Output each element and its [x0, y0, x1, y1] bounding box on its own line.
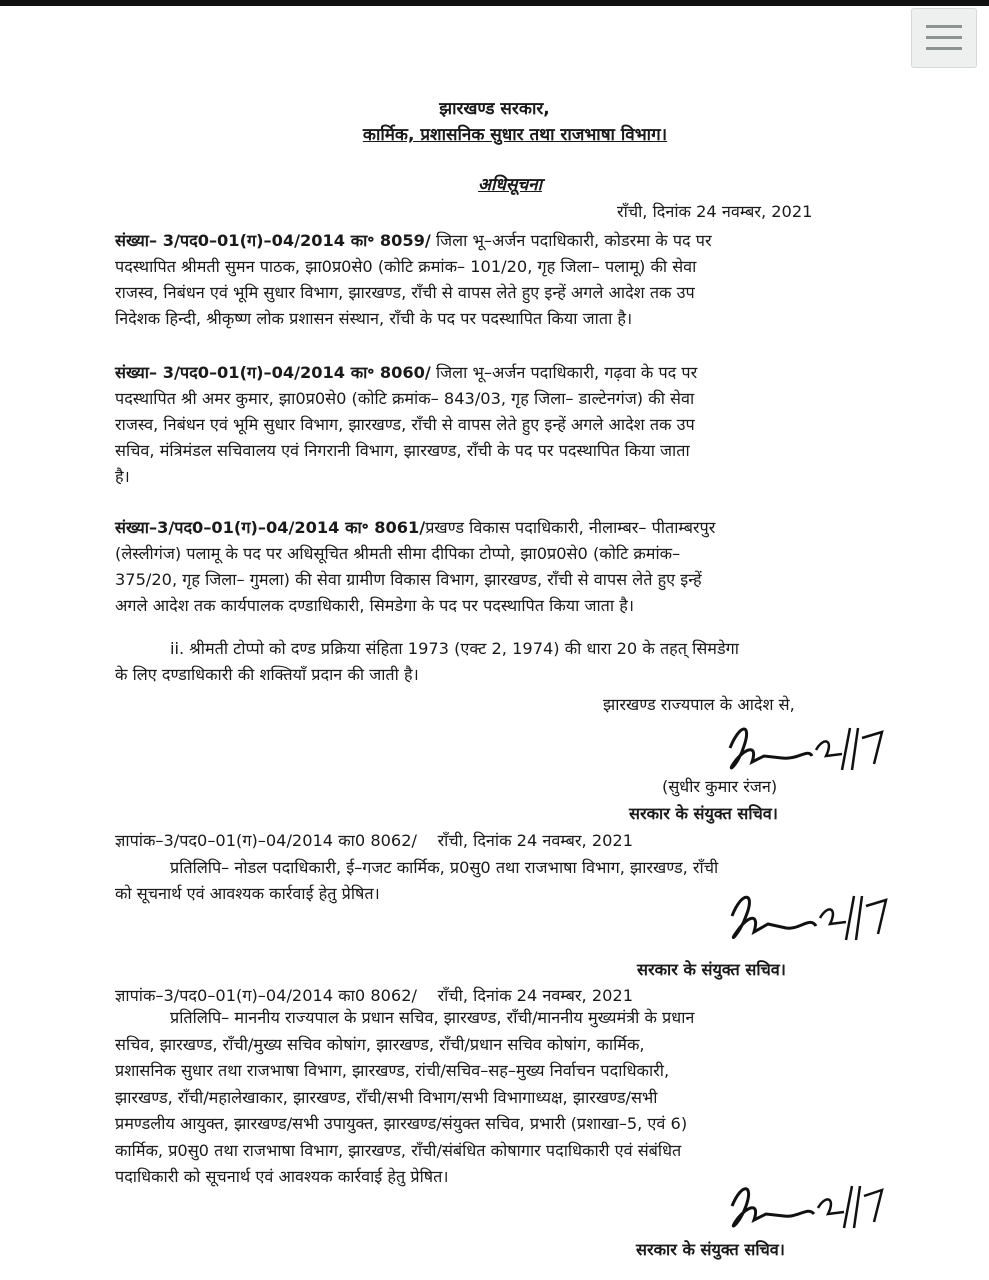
order-8061	[115, 515, 900, 619]
order-text: प्रखण्ड विकास पदाधिकारी, नीलाम्बर– पीताम्बरपुर (लेस्लीगंज) पलामू के पद पर अधिसूचित श्रीमती सीमा दीपिका टोप्पो, झा0प्र0से0 (कोटि क्रमांक– 375/20, गृह जिला– गुमला) की सेवा ग्रामीण विकास विभाग, झारखण्ड, राँची से वापस लेते हुए इन्हें अगले आदेश तक कार्यपालक दण्डाधिकारी, सिमडेगा के पद पर पदस्थापित किया जाता है।	[115, 518, 716, 615]
memo1-ref-line	[115, 829, 633, 851]
signer-name: (सुधीर कुमार रंजन)	[662, 777, 778, 796]
memo2-date: राँची, दिनांक 24 नवम्बर, 2021	[437, 986, 634, 1005]
governor-order-line: झारखण्ड राज्यपाल के आदेश से,	[603, 695, 795, 714]
memo1-ref: ज्ञापांक–3/पद0–01(ग)–04/2014 का0 8062/	[115, 831, 417, 850]
memo2-text: प्रतिलिपि– माननीय राज्यपाल के प्रधान सचिव, झारखण्ड, राँची/माननीय मुख्यमंत्री के प्रधान सचिव, झारखण्ड, राँची/मुख्य सचिव कोषांग, झारखण्ड, राँची/प्रधान सचिव कोषांग, कार्मिक, प्रशासनिक सुधार तथा राजभाषा विभाग, झारखण्ड, रांची/सचिव–सह–मुख्य निर्वाचन पदाधिकारी, झारखण्ड, राँची/महालेखाकार, झारखण्ड, राँची/सभी विभाग/सभी विभागाध्यक्ष, झारखण्ड/सभी प्रमण्डलीय आयुक्त, झारखण्ड/सभी उपायुक्त, झारखण्ड/संयुक्त सचिव, प्रभारी (प्रशाखा–5, एवं 6) कार्मिक, प्र0सु0 तथा राजभाषा विभाग, झारखण्ड, राँची/संबंधित कोषागार पदाधिकारी एवं संबंधित पदाधिकारी को सूचनार्थ एवं आवश्यक कार्रवाई हेतु प्रेषित।	[115, 1008, 695, 1186]
top-edge-bar	[0, 0, 989, 6]
memo2-ref-line	[115, 984, 633, 1006]
order-8060	[115, 360, 900, 490]
order-ref: संख्या– 3/पद0–01(ग)–04/2014 का॰ 8059/	[115, 231, 431, 250]
notification-title: अधिसूचना	[478, 175, 542, 195]
govt-name: झारखण्ड सरकार,	[439, 99, 550, 119]
signature-2	[712, 884, 892, 959]
order-8059	[115, 228, 900, 332]
order-clause-ii: ii. श्रीमती टोप्पो को दण्ड प्रक्रिया संहिता 1973 (एक्ट 2, 1974) की धारा 20 के तहत् सिमडेगा के लिए दण्डाधिकारी की शक्तियाँ प्रदान की जाती है।	[115, 639, 739, 684]
order-ref: संख्या– 3/पद0–01(ग)–04/2014 का॰ 8060/	[115, 363, 431, 382]
department-name: कार्मिक, प्रशासनिक सुधार तथा राजभाषा विभाग।	[362, 125, 668, 145]
order-text: जिला भू–अर्जन पदाधिकारी, गढ़वा के पद पर पदस्थापित श्री अमर कुमार, झा0प्र0से0 (कोटि क्रमांक– 843/03, गृह जिला– डाल्टेनगंज) की सेवा राजस्व, निबंधन एवं भूमि सुधार विभाग, झारखण्ड, राँची से वापस लेते हुए इन्हें अगले आदेश तक उप सचिव, मंत्रिमंडल सचिवालय एवं निगरानी विभाग, झारखण्ड, राँची के पद पर पदस्थापित किया जाता है।	[115, 363, 698, 486]
memo1-text: प्रतिलिपि– नोडल पदाधिकारी, ई–गजट कार्मिक, प्र0सु0 तथा राजभाषा विभाग, झारखण्ड, राँची को सूचनार्थ एवं आवश्यक कार्रवाई हेतु प्रेषित।	[115, 858, 719, 903]
hamburger-menu-icon[interactable]	[911, 8, 977, 68]
memo2-designation: सरकार के संयुक्त सचिव।	[636, 1240, 785, 1259]
order-ref: संख्या–3/पद0–01(ग)–04/2014 का॰ 8061/	[115, 518, 426, 537]
memo1-date: राँची, दिनांक 24 नवम्बर, 2021	[437, 831, 634, 850]
order-text: जिला भू–अर्जन पदाधिकारी, कोडरमा के पद पर पदस्थापित श्रीमती सुमन पाठक, झा0प्र0से0 (कोटि क्रमांक– 101/20, गृह जिला– पलामू) की सेवा राजस्व, निबंधन एवं भूमि सुधार विभाग, झारखण्ड, राँची से वापस लेते हुए इन्हें अगले आदेश तक उप निदेशक हिन्दी, श्रीकृष्ण लोक प्रशासन संस्थान, राँची के पद पर पदस्थापित किया जाता है।	[115, 231, 712, 328]
place-date: राँची, दिनांक 24 नवम्बर, 2021	[617, 202, 813, 221]
memo1-designation: सरकार के संयुक्त सचिव।	[637, 960, 786, 979]
signature-3	[714, 1178, 889, 1246]
signer-designation: सरकार के संयुक्त सचिव।	[629, 804, 778, 823]
memo2-ref: ज्ञापांक–3/पद0–01(ग)–04/2014 का0 8062/	[115, 986, 417, 1005]
